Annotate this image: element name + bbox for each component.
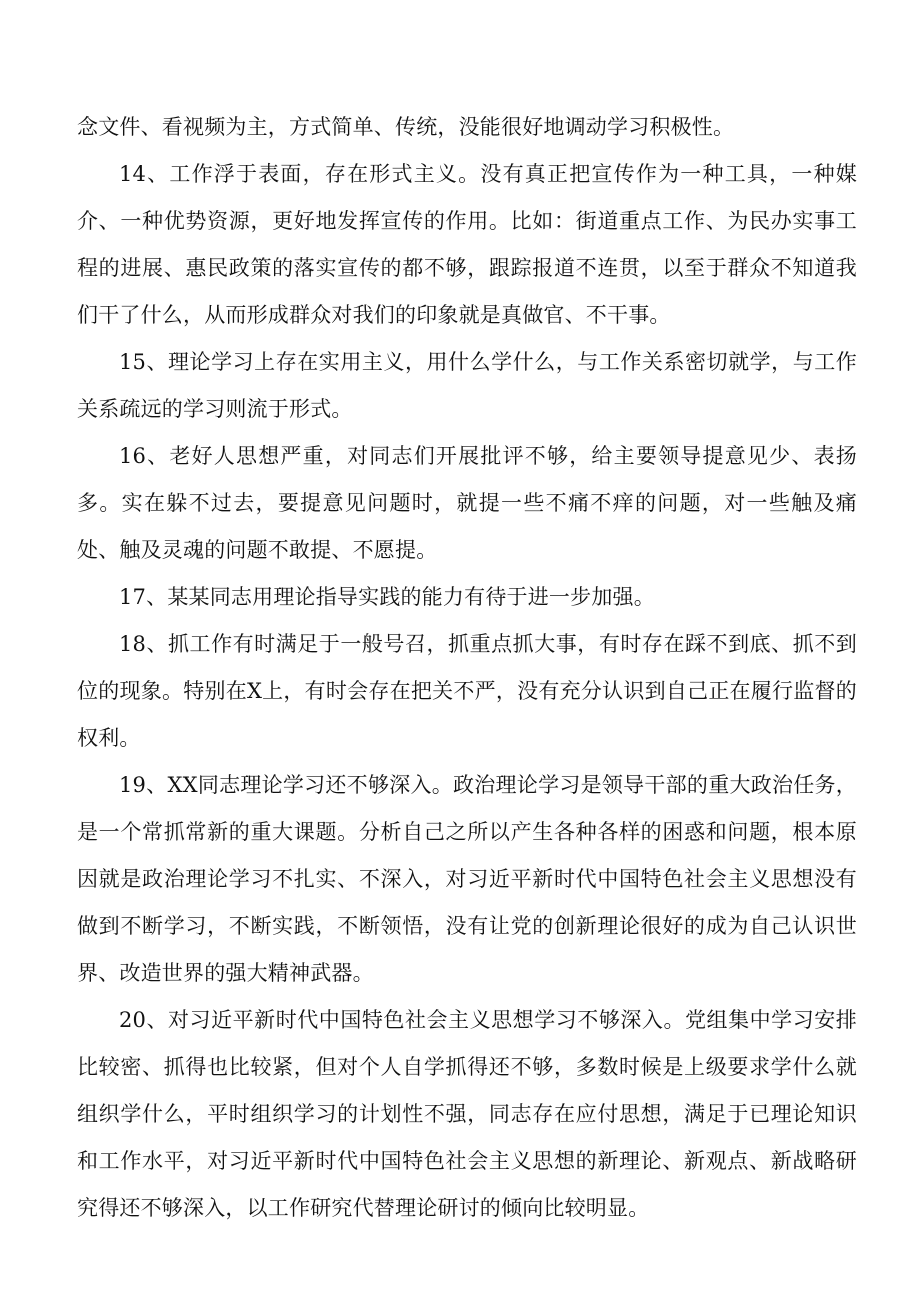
- paragraph-item-18: 18、抓工作有时满足于一般号召，抓重点抓大事，有时存在踩不到底、抓不到位的现象。特别在X上，有时会存在把关不严，没有充分认识到自己正在履行监督的权利。: [77, 632, 857, 750]
- document-page: [77, 104, 857, 1232]
- paragraph-continuation: 念文件、看视频为主，方式简单、传统，没能很好地调动学习积极性。: [77, 115, 735, 139]
- paragraph-item-15: 15、理论学习上存在实用主义，用什么学什么，与工作关系密切就学，与工作关系疏远的学习则流于形式。: [77, 350, 857, 421]
- paragraph-item-16: 16、老好人思想严重，对同志们开展批评不够，给主要领导提意见少、表扬多。实在躲不过去，要提意见问题时，就提一些不痛不痒的问题，对一些触及痛处、触及灵魂的问题不敢提、不愿提。: [77, 444, 857, 562]
- paragraph-item-20: 20、对习近平新时代中国特色社会主义思想学习不够深入。党组集中学习安排比较密、抓得也比较紧，但对个人自学抓得还不够，多数时候是上级要求学什么就组织学什么，平时组织学习的计划性不强，同志存在应付思想，满足于已理论知识和工作水平，对习近平新时代中国特色社会主义思想的新理论、新观点、新战略研究得还不够深入，以工作研究代替理论研讨的倾向比较明显。: [77, 1008, 857, 1220]
- paragraph-item-19: 19、XX同志理论学习还不够深入。政治理论学习是领导干部的重大政治任务，是一个常抓常新的重大课题。分析自己之所以产生各种各样的困惑和问题，根本原因就是政治理论学习不扎实、不深入，对习近平新时代中国特色社会主义思想没有做到不断学习，不断实践，不断领悟，没有让党的创新理论很好的成为自己认识世界、改造世界的强大精神武器。: [77, 773, 857, 985]
- paragraph-item-17: 17、某某同志用理论指导实践的能力有待于进一步加强。: [119, 585, 655, 609]
- paragraph-item-14: 14、工作浮于表面，存在形式主义。没有真正把宣传作为一种工具，一种媒介、一种优势资源，更好地发挥宣传的作用。比如：街道重点工作、为民办实事工程的进展、惠民政策的落实宣传的都不够，跟踪报道不连贯，以至于群众不知道我们干了什么，从而形成群众对我们的印象就是真做官、不干事。: [77, 162, 857, 327]
